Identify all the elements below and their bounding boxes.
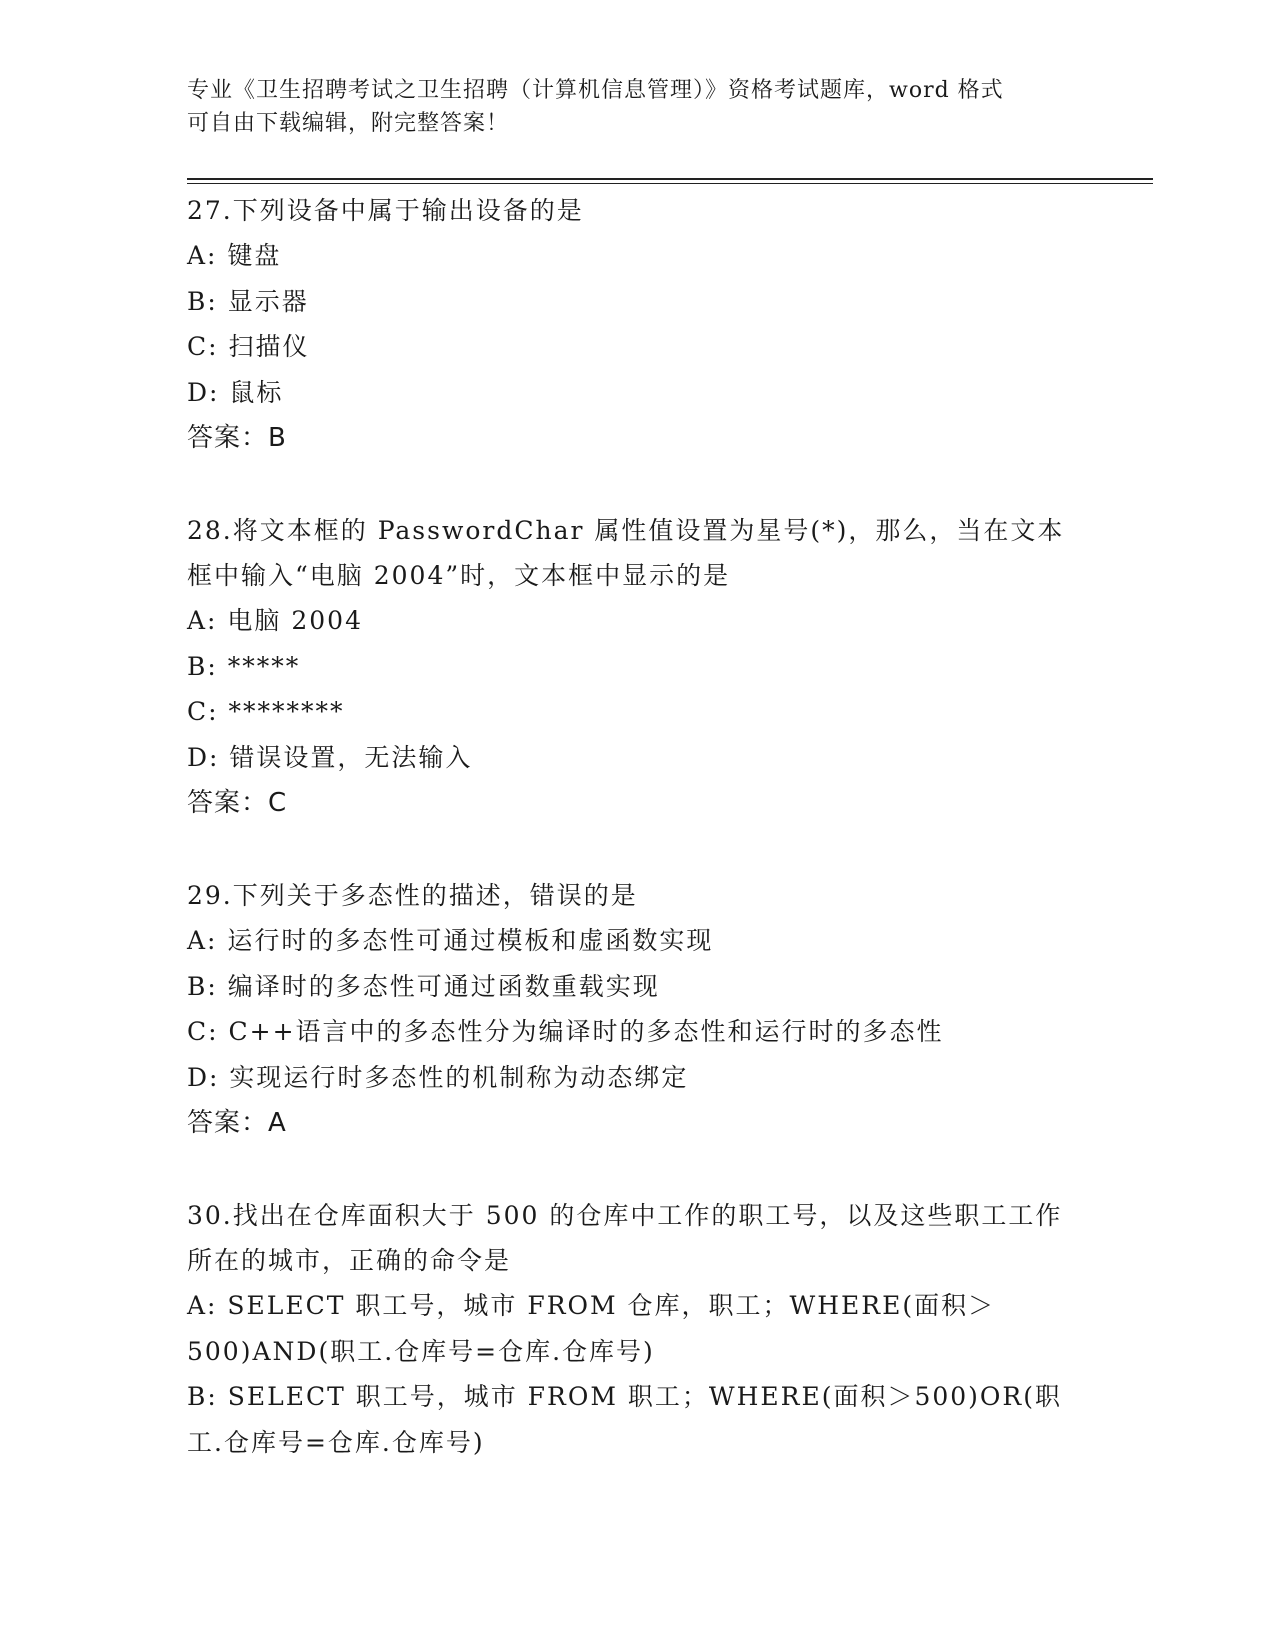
option-b: B: 显示器 xyxy=(187,286,309,316)
question-30 xyxy=(187,1193,1087,1465)
option-a: A: 电脑 2004 xyxy=(187,606,363,635)
question-list xyxy=(187,188,1087,1512)
header-divider xyxy=(187,178,1153,184)
option-a: A: 键盘 xyxy=(187,241,282,270)
question-27 xyxy=(187,188,1087,461)
answer-label: 答案：C xyxy=(187,788,288,818)
option-d: D: 错误设置，无法输入 xyxy=(187,742,473,772)
option-c: C: 扫描仪 xyxy=(187,332,310,361)
option-a: A: 运行时的多态性可通过模板和虚函数实现 xyxy=(187,926,714,955)
option-d: D: 鼠标 xyxy=(187,377,284,407)
question-text: 27.下列设备中属于输出设备的是 xyxy=(187,196,584,225)
answer-label: 答案：A xyxy=(187,1108,287,1138)
header-line-1: 专业《卫生招聘考试之卫生招聘（计算机信息管理）》资格考试题库，word 格式 xyxy=(187,78,1004,103)
document-header xyxy=(187,74,1067,140)
question-text: 30.找出在仓库面积大于 500 的仓库中工作的职工号，以及这些职工工作所在的城市，正确的命令是 xyxy=(187,1201,1063,1275)
option-b: B: ***** xyxy=(187,651,301,681)
question-29 xyxy=(187,873,1087,1146)
option-c: C: ******** xyxy=(187,697,345,726)
question-28 xyxy=(187,508,1087,826)
question-text: 28.将文本框的 PasswordChar 属性值设置为星号(*)，那么，当在文本框中输入“电脑 2004”时，文本框中显示的是 xyxy=(187,516,1065,590)
option-d: D: 实现运行时多态性的机制称为动态绑定 xyxy=(187,1062,689,1092)
option-b: B: SELECT 职工号，城市 FROM 职工；WHERE(面积＞500)OR(职工.仓库号=仓库.仓库号) xyxy=(187,1382,1062,1457)
option-b: B: 编译时的多态性可通过函数重载实现 xyxy=(187,971,660,1001)
option-a: A: SELECT 职工号，城市 FROM 仓库，职工；WHERE(面积＞500)AND(职工.仓库号=仓库.仓库号) xyxy=(187,1291,996,1366)
answer-label: 答案：B xyxy=(187,423,287,453)
option-c: C: C++语言中的多态性分为编译时的多态性和运行时的多态性 xyxy=(187,1017,944,1046)
header-line-2: 可自由下载编辑，附完整答案！ xyxy=(187,111,510,136)
question-text: 29.下列关于多态性的描述，错误的是 xyxy=(187,881,638,910)
